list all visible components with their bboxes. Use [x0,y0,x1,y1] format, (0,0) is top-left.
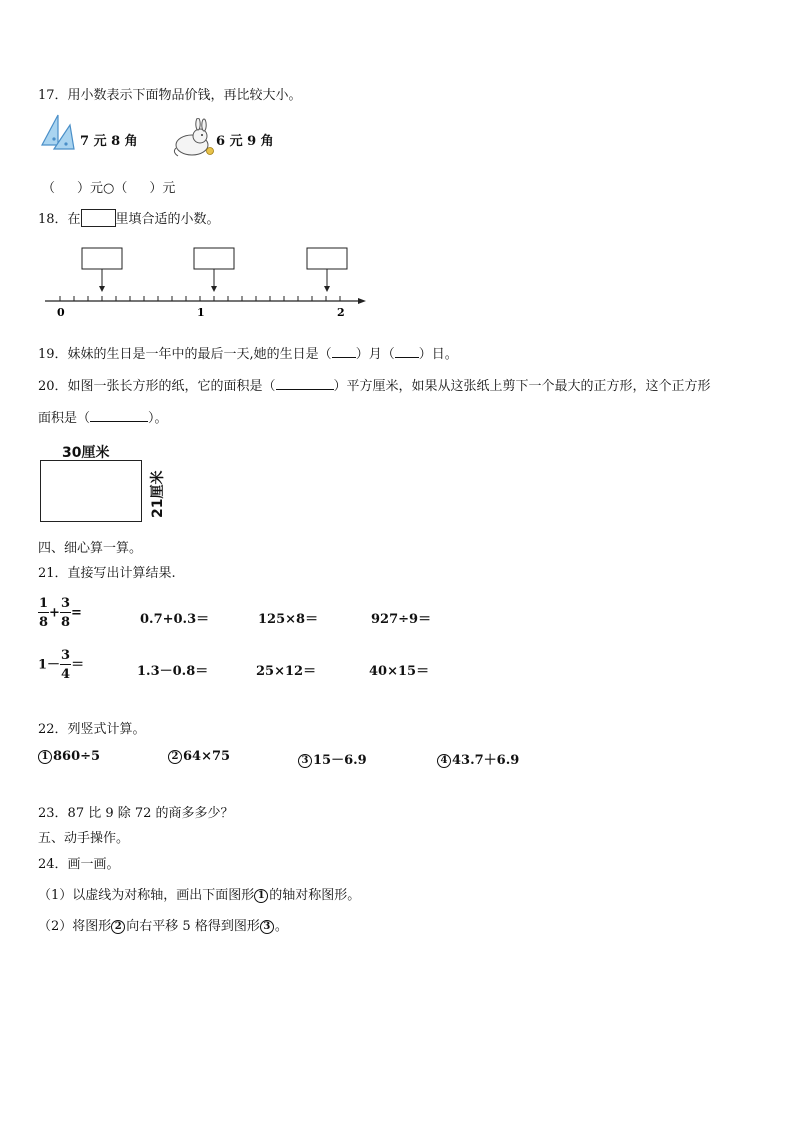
circled-figure-3: 3 [260,920,274,934]
number-line-box-2 [194,248,234,269]
frac2-den: 4 [61,667,71,682]
circled-number-1: 1 [38,750,52,764]
q22-item-1 [38,749,100,764]
q24-part2 [38,915,288,934]
frac1-den2: 8 [60,615,70,630]
numberline-label-0: 0 [57,306,65,319]
compare-mid: ）元○（ [77,181,128,196]
q20-square-blank[interactable] [90,421,148,422]
q18-text [38,208,220,227]
number-line-box-1 [82,248,122,269]
q19-month-blank[interactable] [332,357,356,358]
number-line [40,244,370,322]
compare-open1: （ [42,181,56,196]
section5-title: 五、动手操作。 [38,831,130,846]
section4-title: 四、细心算一算。 [38,541,143,556]
rectangle-height-label [141,443,166,518]
expr-4: 927÷9＝ [371,612,432,627]
q24-part1 [38,884,360,903]
q20-line2-part1: 面积是（ [38,411,91,426]
frac1-op: + [49,605,60,621]
q19-part1: 19．妹妹的生日是一年中的最后一天,她的生日是（ [38,347,332,362]
q22-expr-4: 43.7＋6.9 [452,753,520,768]
frac2-whole: 1－ [38,657,61,673]
circled-figure-2: 2 [111,920,125,934]
q22-expr-2: 64×75 [183,749,231,764]
numberline-label-1: 1 [197,306,205,319]
q20-line2-part2: ）。 [148,411,168,426]
q24-part2-c: 。 [274,919,288,934]
q20-line1 [38,375,711,394]
q22-item-4 [437,749,519,768]
q19-text [38,343,458,362]
q23-text: 23．87 比 9 除 72 的商多多少？ [38,806,234,821]
q22-title: 22．列竖式计算。 [38,722,146,737]
circled-number-2: 2 [168,750,182,764]
q19-part3: ）日。 [418,347,458,362]
expr-2: 0.7+0.3＝ [140,612,210,627]
q19-day-blank[interactable] [395,357,419,358]
rectangle-width-label: 30厘米 [62,445,110,461]
q21-title: 21．直接写出计算结果. [38,566,176,581]
expr-fraction-sub [38,649,84,681]
q20-area-blank[interactable] [276,389,334,390]
frac1-eq: = [71,605,82,621]
circled-number-4: 4 [437,754,451,768]
q17-text: 17．用小数表示下面物品价钱，再比较大小。 [38,88,302,103]
set-square-image [40,113,76,153]
numberline-label-2: 2 [337,306,345,319]
rabbit-toy-image [170,118,216,160]
q18-prefix: 18．在 [38,212,81,227]
rectangle-height-text: 21厘米 [150,470,166,518]
expr-6: 1.3－0.8＝ [137,664,209,679]
item1-price: 7 元 8 角 [80,134,138,149]
q20-line1-part1: 20．如图一张长方形的纸，它的面积是（ [38,379,276,394]
number-line-box-3 [307,248,347,269]
q24-part2-a: （2）将图形 [38,919,112,934]
q24-title: 24．画一画。 [38,857,120,872]
item2-price: 6 元 9 角 [216,134,274,149]
frac1-num2: 3 [60,596,70,611]
expr-7: 25×12＝ [256,664,317,679]
q22-expr-3: 15－6.9 [313,753,367,768]
q20-line1-part2: ）平方厘米，如果从这张纸上剪下一个最大的正方形，这个正方形 [333,379,711,394]
expr-3: 125×8＝ [258,612,319,627]
q24-part2-b: 向右平移 5 格得到图形 [126,919,260,934]
paper-rectangle [40,460,142,522]
frac2-num: 3 [61,648,71,663]
frac1-den1: 8 [39,615,49,630]
frac1-num1: 1 [39,596,49,611]
expr-8: 40×15＝ [369,664,430,679]
expr-fraction-add [38,597,82,629]
circled-figure-1: 1 [254,889,268,903]
answer-box-example [81,209,116,227]
q24-part1-b: 的轴对称图形。 [269,888,361,903]
q24-part1-a: （1）以虚线为对称轴，画出下面图形 [38,888,255,903]
q19-part2: ）月（ [355,347,395,362]
q20-line2 [38,407,168,426]
q17-compare [42,177,175,196]
q18-suffix: 里填合适的小数。 [115,212,220,227]
frac2-eq: ＝ [71,657,85,673]
q22-item-2 [168,749,230,764]
q22-item-3 [298,749,367,768]
circled-number-3: 3 [298,754,312,768]
compare-end: ）元 [149,181,176,196]
q22-expr-1: 860÷5 [53,749,101,764]
